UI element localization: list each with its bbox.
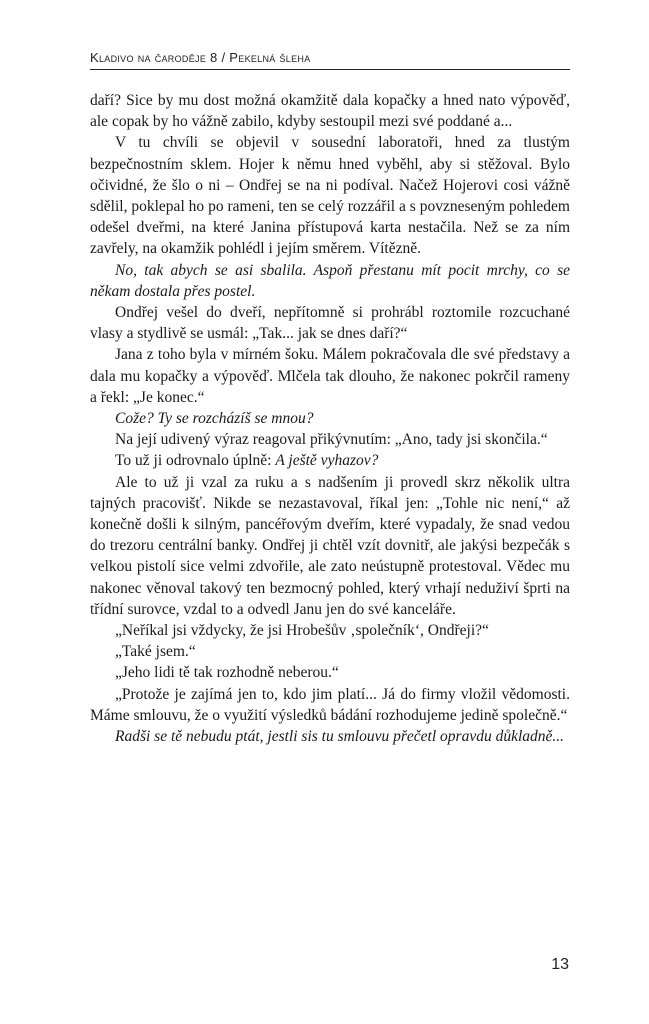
- thought-paragraph: No, tak abych se asi sbalila. Aspoň přestanu mít pocit mrchy, co se někam dostala přes postel.: [90, 261, 570, 300]
- paragraph: Na její udivený výraz reagoval přikývnutím: „Ano, tady jsi skončila.“: [115, 431, 548, 449]
- paragraph: Jana z toho byla v mírném šoku. Málem pokračovala dle své představy a dala mu kopačky a výpověď. Mlčela tak dlouho, že nakonec pokrčil rameny a řekl: „Je konec.“: [90, 346, 570, 406]
- paragraph: Ondřej vešel do dveří, nepřítomně si prohrábl roztomile rozcuchané vlasy a stydlivě se usmál: „Tak... jak se dnes daří?“: [90, 304, 570, 343]
- dialogue-line: „Neříkal jsi vždycky, že jsi Hrobešův ‚společník‘, Ondřeji?“: [115, 622, 489, 640]
- dialogue-line: „Jeho lidi tě tak rozhodně neberou.“: [115, 664, 339, 682]
- paragraph: daří? Sice by mu dost možná okamžitě dala kopačky a hned nato výpověď, ale copak by ho vážně zabilo, kdyby sestoupil mezi své poddané a...: [90, 92, 570, 131]
- paragraph: [90, 450, 570, 471]
- dialogue-line: „Také jsem.“: [115, 643, 196, 661]
- body-text: [90, 90, 570, 747]
- dialogue-line: „Protože je zajímá jen to, kdo jim platí... Já do firmy vložil vědomosti. Máme smlouvu, že o využití výsledků bádání rozhodujeme jedině společně.“: [90, 685, 570, 724]
- paragraph-italic-part: A ještě vyhazov?: [275, 452, 379, 470]
- paragraph: V tu chvíli se objevil v sousední laboratoři, hned za tlustým bezpečnostním sklem. Hojer k němu hned vyběhl, aby si stěžoval. Bylo očividné, že šlo o ni – Ondřej se na ni podíval. Načež Hojerovi cosi vážně sdělil, poklepal ho po rameni, ten se celý rozzářil a s povzneseným pohledem odešel dveřmi, na které Janina přístupová karta nestačila. Než se za ním zavřely, na okamžik pohlédl i jejím směrem. Vítězně.: [90, 134, 570, 258]
- page-number: 13: [551, 956, 569, 973]
- running-header: Kladivo na čaroděje 8 / Pekelná šleha: [90, 50, 311, 65]
- thought-paragraph: Radši se tě nebudu ptát, jestli sis tu smlouvu přečetl opravdu důkladně...: [115, 728, 565, 746]
- thought-paragraph: Cože? Ty se rozcházíš se mnou?: [115, 410, 314, 428]
- paragraph-plain-part: To už ji odrovnalo úplně:: [115, 452, 276, 470]
- paragraph: Ale to už ji vzal za ruku a s nadšením ji provedl skrz několik ultra tajných pracovišť. Nikde se nezastavoval, říkal jen: „Tohle nic není,“ až konečně došli k silným, pancéřovým dveřím, které vypadaly, že snad vedou do trezoru centrální banky. Ondřej ji chtěl vzít dovnitř, ale jakýsi bezpečák s velkou pistolí sice velmi zdvořile, ale zato neústupně protestoval. Vědec mu nakonec věnoval takový ten bezmocný pohled, který vrhají neduživí šprti na třídní surovce, vzdal to a odvedl Janu jen do své kanceláře.: [90, 473, 570, 618]
- header-rule: [90, 69, 570, 70]
